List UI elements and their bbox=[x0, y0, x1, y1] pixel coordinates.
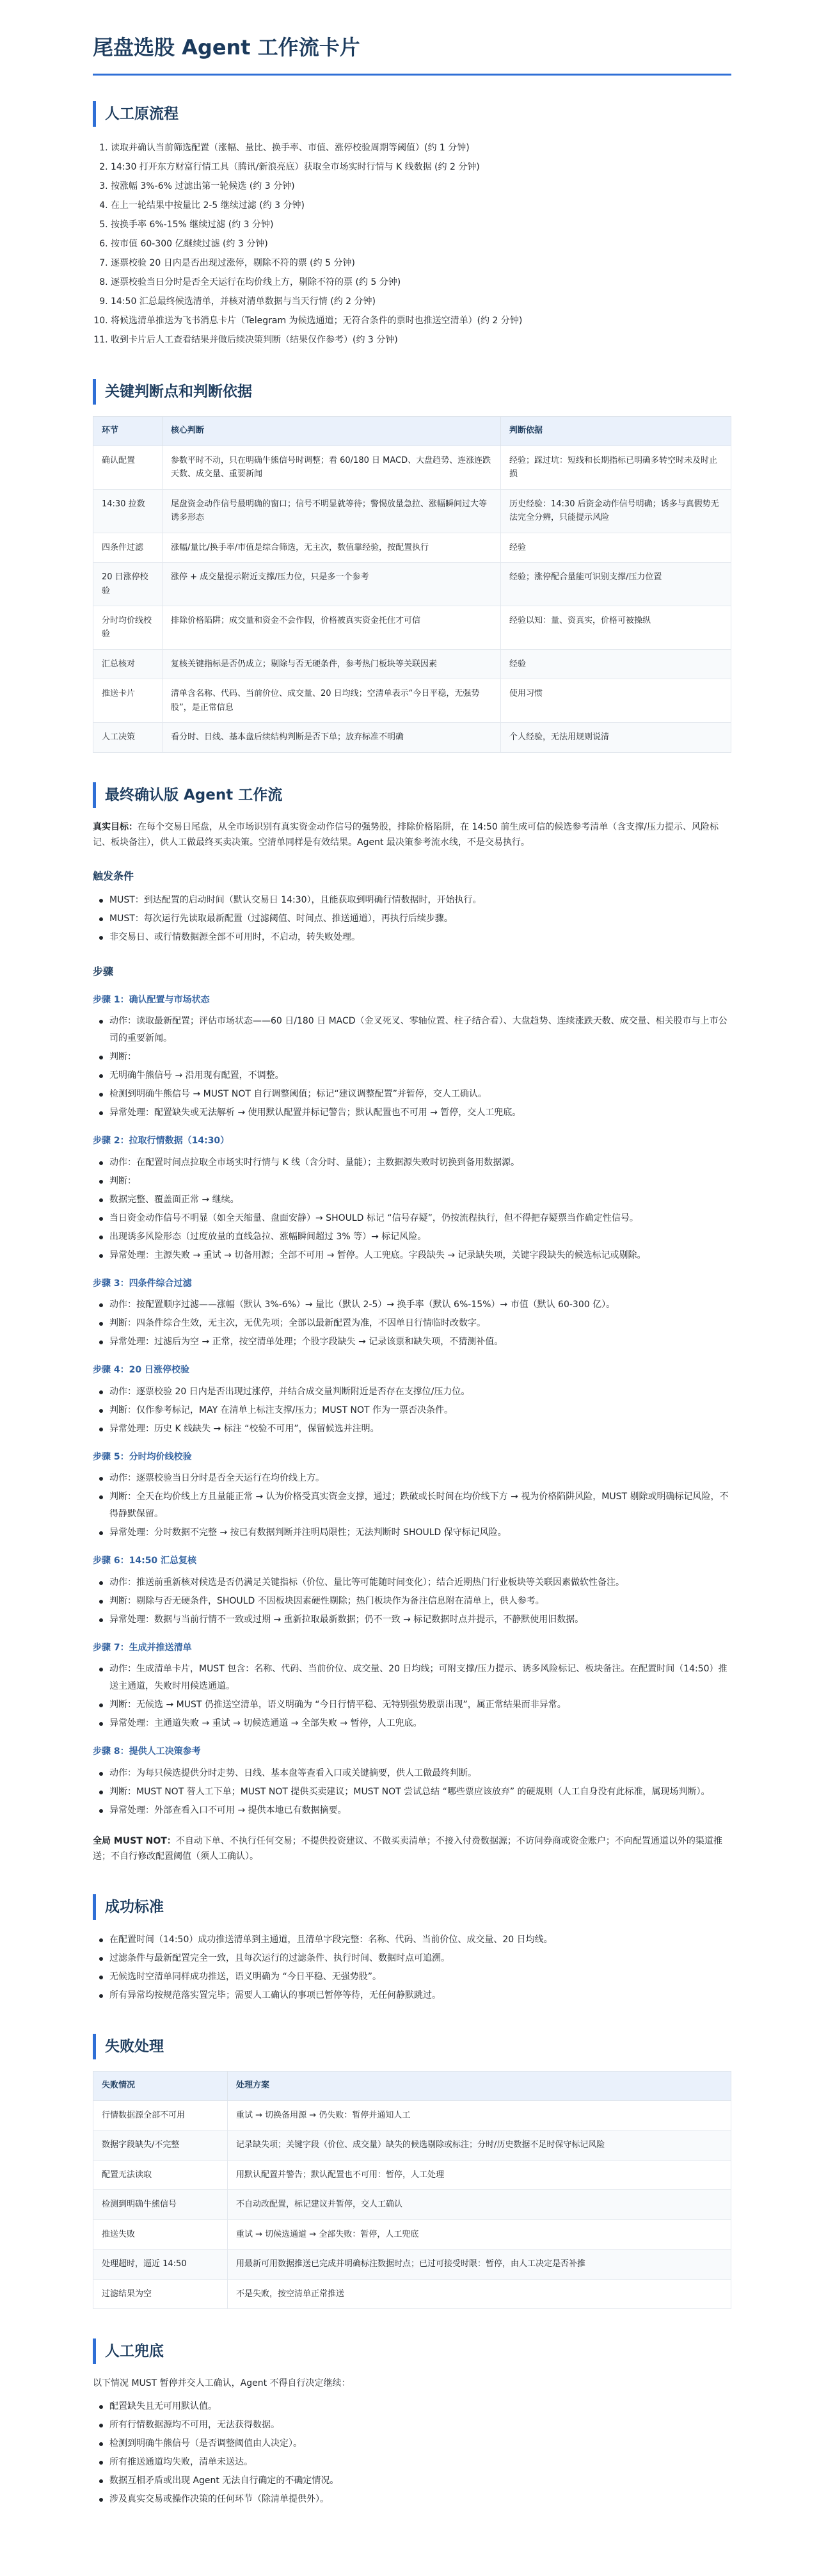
failure-table bbox=[93, 2071, 731, 2309]
list-item: 5. 按换手率 6%-15% 继续过滤 (约 3 分钟) bbox=[111, 215, 731, 234]
table-cell: 清单含名称、代码、当前价位、成交量、20 日均线；空清单表示“今日平稳，无强势股”，是正常信息 bbox=[163, 679, 501, 723]
table-cell: 经验；涨停配合量能可识别支撑/压力位置 bbox=[501, 563, 731, 606]
list-item: 4. 在上一轮结果中按量比 2-5 继续过滤 (约 3 分钟) bbox=[111, 196, 731, 215]
global-must-not bbox=[93, 1833, 731, 1865]
table-row bbox=[93, 606, 731, 649]
list-item: 过滤条件与最新配置完全一致，且每次运行的过滤条件、执行时间、数据时点可追溯。 bbox=[109, 1950, 731, 1967]
step-title: 步骤 3：四条件综合过滤 bbox=[93, 1278, 192, 1289]
list-item: 判断：四条件综合生效，无主次，无优先项；全部以最新配置为准，不因单日行情临时改数字。 bbox=[109, 1315, 731, 1332]
list-item: 异常处理：主通道失败 → 重试 → 切候选通道 → 全部失败 → 暂停，人工兜底。 bbox=[109, 1715, 731, 1732]
success-list bbox=[93, 1931, 731, 2004]
workflow-step bbox=[93, 1362, 731, 1438]
table-cell: 经验以知：量、资真实，价格可被操纵 bbox=[501, 606, 731, 649]
table-cell: 经验 bbox=[501, 649, 731, 679]
section-title: 成功标准 bbox=[93, 1894, 731, 1920]
table-cell: 推送失败 bbox=[93, 2219, 228, 2249]
step-item-list bbox=[93, 1013, 731, 1122]
list-item: 判断：仅作参考标记，MAY 在清单上标注支撑/压力；MUST NOT 作为一票否决条件。 bbox=[109, 1402, 731, 1419]
manual-process-section bbox=[93, 101, 731, 350]
success-section bbox=[93, 1894, 731, 2004]
list-item: 动作：逐票校验 20 日内是否出现过涨停，并结合成交量判断附近是否存在支撑位/压力位。 bbox=[109, 1383, 731, 1401]
list-item: MUST：到达配置的启动时间（默认交易日 14:30），且能获取到明确行情数据时，开始执行。 bbox=[109, 892, 731, 909]
table-cell: 看分时、日线、基本盘后续结构判断是否下单；放弃标准不明确 bbox=[163, 723, 501, 752]
table-cell: 记录缺失项；关键字段（价位、成交量）缺失的候选剔除或标注；分时/历史数据不足时保守标记风险 bbox=[228, 2130, 731, 2160]
table-row bbox=[93, 2160, 731, 2189]
table-cell: 个人经验，无法用规则说清 bbox=[501, 723, 731, 752]
table-row bbox=[93, 649, 731, 679]
workflow-step bbox=[93, 1276, 731, 1351]
step-item-list bbox=[93, 1154, 731, 1264]
workflow-section bbox=[93, 782, 731, 1865]
fallback-list bbox=[93, 2398, 731, 2508]
step-title: 步骤 2：拉取行情数据（14:30） bbox=[93, 1136, 230, 1147]
table-row bbox=[93, 2250, 731, 2279]
list-item: 9. 14:50 汇总最终候选清单，并核对清单数据与当天行情 (约 2 分钟) bbox=[111, 292, 731, 311]
table-cell: 不自动改配置，标记建议并暂停，交人工确认 bbox=[228, 2190, 731, 2219]
workflow-step bbox=[93, 992, 731, 1122]
table-row bbox=[93, 563, 731, 606]
table-cell: 配置无法读取 bbox=[93, 2160, 228, 2189]
steps-title: 步骤 bbox=[93, 965, 114, 978]
list-item: 配置缺失且无可用默认值。 bbox=[109, 2398, 731, 2415]
list-item: 3. 按涨幅 3%-6% 过滤出第一轮候选 (约 3 分钟) bbox=[111, 177, 731, 196]
table-cell: 不是失败，按空清单正常推送 bbox=[228, 2279, 731, 2308]
table-row bbox=[93, 2130, 731, 2160]
table-header: 判断依据 bbox=[501, 417, 731, 446]
table-cell: 用默认配置并警告；默认配置也不可用：暂停，人工处理 bbox=[228, 2160, 731, 2189]
list-item: 所有推送通道均失败，清单未送达。 bbox=[109, 2454, 731, 2471]
table-cell: 确认配置 bbox=[93, 446, 163, 489]
fallback-section bbox=[93, 2339, 731, 2508]
table-cell: 重试 → 切候选通道 → 全部失败：暂停，人工兜底 bbox=[228, 2219, 731, 2249]
table-header: 核心判断 bbox=[163, 417, 501, 446]
judgment-section bbox=[93, 379, 731, 753]
steps-container bbox=[93, 992, 731, 1819]
trigger-list bbox=[93, 892, 731, 946]
table-row bbox=[93, 2100, 731, 2130]
list-item: 在配置时间（14:50）成功推送清单到主通道，且清单字段完整：名称、代码、当前价位、成交量、20 日均线。 bbox=[109, 1931, 731, 1949]
list-item: 所有行情数据源均不可用，无法获得数据。 bbox=[109, 2417, 731, 2434]
table-row bbox=[93, 533, 731, 562]
manual-process-list bbox=[93, 138, 731, 350]
list-item: 无候选时空清单同样成功推送，语义明确为 “今日平稳、无强势股”。 bbox=[109, 1968, 731, 1986]
table-cell: 过滤结果为空 bbox=[93, 2279, 228, 2308]
table-header-row bbox=[93, 2072, 731, 2101]
table-cell: 经验；踩过坑：短线和长期指标已明确多转空时未及时止损 bbox=[501, 446, 731, 489]
step-title: 步骤 6：14:50 汇总复核 bbox=[93, 1556, 197, 1566]
trigger-title: 触发条件 bbox=[93, 869, 134, 882]
list-item: 出现诱多风险形态（过度放量的直线急拉、涨幅瞬间超过 3% 等）→ 标记风险。 bbox=[109, 1228, 731, 1246]
list-item: 判断：MUST NOT 替人工下单；MUST NOT 提供买卖建议；MUST NOT 尝试总结 “哪些票应该放弃” 的硬规则（人工自身没有此标准，属现场判断）。 bbox=[109, 1783, 731, 1801]
table-row bbox=[93, 2190, 731, 2219]
list-item: 动作：推送前重新核对候选是否仍满足关键指标（价位、量比等可能随时间变化）；结合近期热门行业板块等关联因素做软性备注。 bbox=[109, 1574, 731, 1591]
list-item: 判断：剔除与否无硬条件，SHOULD 不因板块因素硬性剔除；热门板块作为备注信息附在清单上，供人参考。 bbox=[109, 1593, 731, 1610]
table-row bbox=[93, 489, 731, 533]
list-item: MUST：每次运行先读取最新配置（过滤阈值、时间点、推送通道），再执行后续步骤。 bbox=[109, 910, 731, 928]
table-cell: 涨停 + 成交量提示附近支撑/压力位，只是多一个参考 bbox=[163, 563, 501, 606]
table-header: 失败情况 bbox=[93, 2072, 228, 2101]
step-item-list bbox=[93, 1661, 731, 1732]
table-cell: 四条件过滤 bbox=[93, 533, 163, 562]
list-item: 10. 将候选清单推送为飞书消息卡片（Telegram 为候选通道；无符合条件的票时也推送空清单）(约 2 分钟) bbox=[111, 311, 731, 330]
table-header-row bbox=[93, 417, 731, 446]
table-cell: 使用习惯 bbox=[501, 679, 731, 723]
goal-label: 真实目标： bbox=[93, 821, 138, 832]
step-title: 步骤 5：分时均价线校验 bbox=[93, 1451, 192, 1462]
failure-section bbox=[93, 2034, 731, 2309]
list-item: 异常处理：主源失败 → 重试 → 切备用源；全部不可用 → 暂停。人工兜底。字段缺失 → 记录缺失项，关键字段缺失的候选标记或剔除。 bbox=[109, 1247, 731, 1264]
list-item: 所有异常均按规范落实置完毕；需要人工确认的事项已暂停等待，无任何静默跳过。 bbox=[109, 1987, 731, 2004]
judgment-table bbox=[93, 416, 731, 752]
step-title: 步骤 1：确认配置与市场状态 bbox=[93, 994, 210, 1005]
list-item: 动作：逐票校验当日分时是否全天运行在均价线上方。 bbox=[109, 1470, 731, 1487]
list-item: 11. 收到卡片后人工查看结果并做后续决策判断（结果仅作参考）(约 3 分钟) bbox=[111, 330, 731, 350]
list-item: 判断： bbox=[109, 1049, 731, 1066]
step-item-list bbox=[93, 1574, 731, 1629]
table-cell: 数据字段缺失/不完整 bbox=[93, 2130, 228, 2160]
list-item: 异常处理：配置缺失或无法解析 → 使用默认配置并标记警告；默认配置也不可用 → 暂停，交人工兜底。 bbox=[109, 1104, 731, 1122]
table-cell: 涨幅/量比/换手率/市值是综合筛选，无主次，数值靠经验，按配置执行 bbox=[163, 533, 501, 562]
list-item: 2. 14:30 打开东方财富行情工具（腾讯/新浪亮底）获取全市场实时行情与 K 线数据 (约 2 分钟) bbox=[111, 157, 731, 177]
table-header: 处理方案 bbox=[228, 2072, 731, 2101]
step-item-list bbox=[93, 1296, 731, 1351]
list-item: 非交易日、或行情数据源全部不可用时，不启动，转失败处理。 bbox=[109, 929, 731, 946]
table-cell: 处理超时，逼近 14:50 bbox=[93, 2250, 228, 2279]
step-title: 步骤 4：20 日涨停校验 bbox=[93, 1365, 189, 1376]
list-item: 数据完整、覆盖面正常 → 继续。 bbox=[109, 1191, 731, 1209]
section-title: 人工原流程 bbox=[93, 101, 731, 127]
list-item: 动作：在配置时间点拉取全市场实时行情与 K 线（含分时、量能）；主数据源失败时切换到备用数据源。 bbox=[109, 1154, 731, 1171]
table-cell: 尾盘资金动作信号最明确的窗口；信号不明显就等待；警惕放量急拉、涨幅瞬间过大等诱多形态 bbox=[163, 489, 501, 533]
list-item: 异常处理：过滤后为空 → 正常，按空清单处理；个股字段缺失 → 记录该票和缺失项，不猜测补值。 bbox=[109, 1333, 731, 1351]
table-cell: 用最新可用数据推送已完成并明确标注数据时点；已过可接受时限：暂停，由人工决定是否补推 bbox=[228, 2250, 731, 2279]
section-title: 最终确认版 Agent 工作流 bbox=[93, 782, 731, 808]
list-item: 动作：读取最新配置；评估市场状态——60 日/180 日 MACD（金叉死叉、零轴位置、柱子结合看）、大盘趋势、连续涨跌天数、成交量、相关股市与上市公司的重要新闻。 bbox=[109, 1013, 731, 1047]
fallback-intro: 以下情况 MUST 暂停并交人工确认，Agent 不得自行决定继续： bbox=[93, 2378, 351, 2389]
must-not-label: 全局 MUST NOT： bbox=[93, 1835, 176, 1846]
table-cell: 重试 → 切换备用源 → 仍失败：暂停并通知人工 bbox=[228, 2100, 731, 2130]
step-title: 步骤 8：提供人工决策参考 bbox=[93, 1746, 201, 1757]
workflow-step bbox=[93, 1449, 731, 1542]
list-item: 当日资金动作信号不明显（如全天缩量、盘面安静）→ SHOULD 标记 “信号存疑”，仍按流程执行，但不得把存疑票当作确定性信号。 bbox=[109, 1210, 731, 1227]
list-item: 动作：按配置顺序过滤——涨幅（默认 3%-6%）→ 量比（默认 2-5）→ 换手率（默认 6%-15%）→ 市值（默认 60-300 亿）。 bbox=[109, 1296, 731, 1314]
list-item: 6. 按市值 60-300 亿继续过滤 (约 3 分钟) bbox=[111, 234, 731, 254]
step-item-list bbox=[93, 1765, 731, 1819]
workflow-step bbox=[93, 1640, 731, 1733]
table-row bbox=[93, 679, 731, 723]
table-cell: 20 日涨停校验 bbox=[93, 563, 163, 606]
list-item: 异常处理：外部查看入口不可用 → 提供本地已有数据摘要。 bbox=[109, 1802, 731, 1819]
failure-table-body bbox=[93, 2100, 731, 2308]
workflow-step bbox=[93, 1133, 731, 1264]
list-item: 1. 读取并确认当前筛选配置（涨幅、量比、换手率、市值、涨停校验周期等阈值）(约 1 分钟) bbox=[111, 138, 731, 157]
step-item-list bbox=[93, 1470, 731, 1542]
section-title: 关键判断点和判断依据 bbox=[93, 379, 731, 405]
step-title: 步骤 7：生成并推送清单 bbox=[93, 1642, 192, 1653]
table-row bbox=[93, 723, 731, 752]
real-goal-paragraph bbox=[93, 819, 731, 851]
list-item: 动作：生成清单卡片，MUST 包含：名称、代码、当前价位、成交量、20 日均线；可附支撑/压力提示、诱多风险标记、板块备注。在配置时间（14:50）推送主通道，失败时用候选通道。 bbox=[109, 1661, 731, 1695]
list-item: 判断：全天在均价线上方且量能正常 → 认为价格受真实资金支撑，通过；跌破或长时间在均价线下方 → 视为价格陷阱风险，MUST 剔除或明确标记风险，不得静默保留。 bbox=[109, 1488, 731, 1523]
table-row bbox=[93, 2219, 731, 2249]
list-item: 异常处理：分时数据不完整 → 按已有数据判断并注明局限性；无法判断时 SHOULD 保守标记风险。 bbox=[109, 1524, 731, 1542]
list-item: 7. 逐票校验 20 日内是否出现过涨停，剔除不符的票 (约 5 分钟) bbox=[111, 254, 731, 273]
list-item: 8. 逐票校验当日分时是否全天运行在均价线上方，剔除不符的票 (约 5 分钟) bbox=[111, 273, 731, 292]
list-item: 检测到明确牛熊信号（是否调整阈值由人决定）。 bbox=[109, 2435, 731, 2452]
workflow-step bbox=[93, 1553, 731, 1629]
goal-text: 在每个交易日尾盘，从全市场识别有真实资金动作信号的强势股，排除价格陷阱，在 14:50 前生成可信的候选参考清单（含支撑/压力提示、风险标记、板块备注），供人工做最终买卖决策。空清单同样是有效结果。Agent 最决策参考流水线，不是交易执行。 bbox=[93, 821, 719, 848]
table-row bbox=[93, 2279, 731, 2308]
section-title: 失败处理 bbox=[93, 2034, 731, 2059]
table-cell: 历史经验：14:30 后资金动作信号明确；诱多与真假势无法完全分辨，只能提示风险 bbox=[501, 489, 731, 533]
list-item: 涉及真实交易或操作决策的任何环节（除清单提供外）。 bbox=[109, 2491, 731, 2508]
table-cell: 复核关键指标是否仍成立；剔除与否无硬条件，参考热门板块等关联因素 bbox=[163, 649, 501, 679]
page-title: 尾盘选股 Agent 工作流卡片 bbox=[93, 33, 731, 76]
list-item: 判断：无候选 → MUST 仍推送空清单，语义明确为 “今日行情平稳、无特别强势股票出现”，属正常结果而非异常。 bbox=[109, 1696, 731, 1714]
table-header: 环节 bbox=[93, 417, 163, 446]
list-item: 异常处理：数据与当前行情不一致或过期 → 重新拉取最新数据；仍不一致 → 标记数据时点并提示，不静默使用旧数据。 bbox=[109, 1611, 731, 1629]
list-item: 数据互相矛盾或出现 Agent 无法自行确定的不确定情况。 bbox=[109, 2472, 731, 2490]
table-row bbox=[93, 446, 731, 489]
table-cell: 分时均价线校验 bbox=[93, 606, 163, 649]
list-item: 判断： bbox=[109, 1173, 731, 1190]
table-cell: 行情数据源全部不可用 bbox=[93, 2100, 228, 2130]
table-cell: 检测到明确牛熊信号 bbox=[93, 2190, 228, 2219]
judgment-table-body bbox=[93, 446, 731, 752]
list-item: 异常处理：历史 K 线缺失 → 标注 “校验不可用”，保留候选并注明。 bbox=[109, 1421, 731, 1438]
table-cell: 经验 bbox=[501, 533, 731, 562]
table-cell: 人工决策 bbox=[93, 723, 163, 752]
step-item-list bbox=[93, 1383, 731, 1438]
list-item: 检测到明确牛熊信号 → MUST NOT 自行调整阈值；标记“建议调整配置”并暂停，交人工确认。 bbox=[109, 1086, 731, 1103]
workflow-step bbox=[93, 1744, 731, 1819]
list-item: 无明确牛熊信号 → 沿用现有配置，不调整。 bbox=[109, 1067, 731, 1084]
section-title: 人工兜底 bbox=[93, 2339, 731, 2364]
table-cell: 排除价格陷阱；成交量和资金不会作假，价格被真实资金托住才可信 bbox=[163, 606, 501, 649]
table-cell: 推送卡片 bbox=[93, 679, 163, 723]
table-cell: 14:30 拉数 bbox=[93, 489, 163, 533]
table-cell: 参数平时不动，只在明确牛熊信号时调整；看 60/180 日 MACD、大盘趋势、连涨连跌天数、成交量、重要新闻 bbox=[163, 446, 501, 489]
must-not-text: 不自动下单、不执行任何交易；不提供投资建议、不做买卖清单；不接入付费数据源；不访问券商或资金账户；不向配置通道以外的渠道推送；不自行修改配置阈值（须人工确认）。 bbox=[93, 1835, 722, 1862]
list-item: 动作：为每只候选提供分时走势、日线、基本盘等查看入口或关键摘要，供人工做最终判断。 bbox=[109, 1765, 731, 1782]
table-cell: 汇总核对 bbox=[93, 649, 163, 679]
